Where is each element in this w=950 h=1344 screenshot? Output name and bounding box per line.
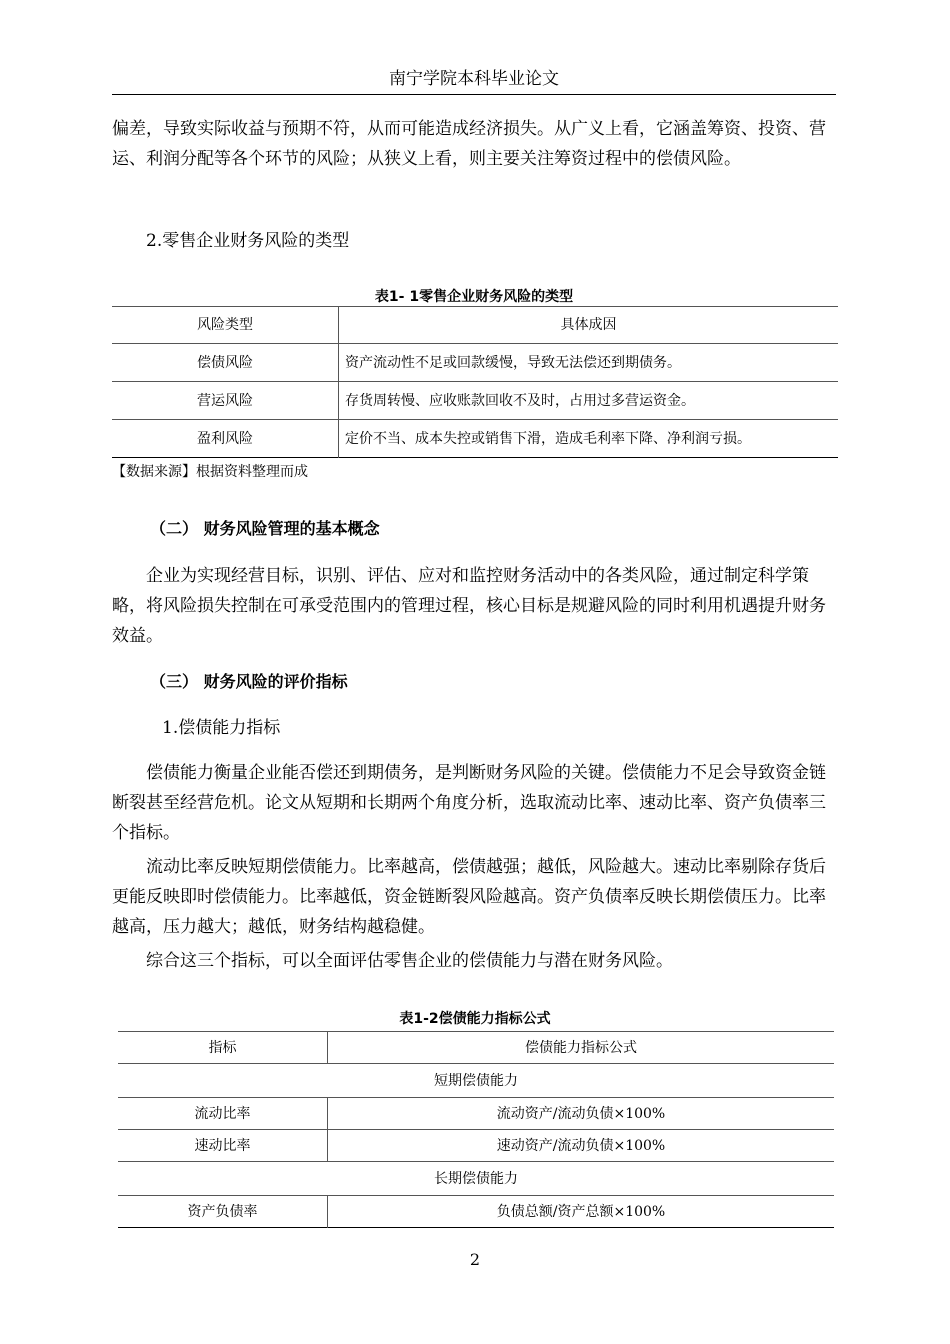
subhead-solvency: 1.偿债能力指标 — [162, 718, 281, 738]
table-row — [118, 1196, 834, 1228]
paragraph-solvency-intro: 偿债能力衡量企业能否偿还到期债务，是判断财务风险的关键。偿债能力不足会导致资金链断裂甚至经营危机。论文从短期和长期两个角度分析，选取流动比率、速动比率、资产负债率三个指标。 — [112, 763, 826, 843]
table-cell: 偿债风险 — [112, 344, 339, 382]
paragraph-risk-management: 企业为实现经营目标，识别、评估、应对和监控财务活动中的各类风险，通过制定科学策略，将风险损失控制在可承受范围内的管理过程，核心目标是规避风险的同时利用机遇提升财务效益。 — [112, 566, 826, 646]
table-cell: 速动比率 — [118, 1130, 328, 1162]
paragraph-risk-definition: 偏差，导致实际收益与预期不符，从而可能造成经济损失。从广义上看，它涵盖筹资、投资、营运、利润分配等各个环节的风险；从狭义上看，则主要关注筹资过程中的偿债风险。 — [112, 119, 826, 169]
group-label-short-term: 短期偿债能力 — [118, 1064, 834, 1098]
table1-source-note: 【数据来源】根据资料整理而成 — [112, 464, 308, 480]
solvency-formula-table — [118, 1031, 834, 1228]
table-cell: 资产流动性不足或回款缓慢，导致无法偿还到期债务。 — [339, 344, 839, 382]
table-cell: 盈利风险 — [112, 420, 339, 458]
table-row — [112, 420, 838, 458]
table-row — [112, 382, 838, 420]
page-number: 2 — [469, 1250, 481, 1269]
section-2-title: （二） 财务风险管理的基本概念 — [150, 519, 380, 538]
table-cell: 流动比率 — [118, 1098, 328, 1130]
table-header-row — [118, 1032, 834, 1064]
table-row — [118, 1098, 834, 1130]
header-title: 南宁学院本科毕业论文 — [389, 69, 559, 89]
table-cell: 存货周转慢、应收账款回收不及时，占用过多营运资金。 — [339, 382, 839, 420]
table-header-cell: 具体成因 — [339, 307, 839, 344]
table-header-cell: 指标 — [118, 1032, 328, 1064]
table-group-row — [118, 1162, 834, 1196]
paragraph-ratio-explanation: 流动比率反映短期偿债能力。比率越高，偿债越强；越低，风险越大。速动比率剔除存货后更能反映即时偿债能力。比率越低，资金链断裂风险越高。资产负债率反映长期偿债压力。比率越高，压力越大；越低，财务结构越稳健。 — [112, 857, 826, 937]
table-header-cell: 风险类型 — [112, 307, 339, 344]
group-label-long-term: 长期偿债能力 — [118, 1162, 834, 1196]
paragraph-summary: 综合这三个指标，可以全面评估零售企业的偿债能力与潜在财务风险。 — [146, 951, 673, 971]
section-3-title: （三） 财务风险的评价指标 — [150, 672, 348, 691]
table-cell: 负债总额/资产总额×100% — [328, 1196, 835, 1228]
page-header — [112, 68, 836, 95]
table-cell: 定价不当、成本失控或销售下滑，造成毛利率下降、净利润亏损。 — [339, 420, 839, 458]
table2-caption: 表1-2偿债能力指标公式 — [399, 1011, 551, 1027]
table-cell: 资产负债率 — [118, 1196, 328, 1228]
table-cell: 流动资产/流动负债×100% — [328, 1098, 835, 1130]
table-cell: 营运风险 — [112, 382, 339, 420]
table1-caption: 表1- 1零售企业财务风险的类型 — [374, 289, 574, 305]
table-row — [118, 1130, 834, 1162]
table-row — [112, 344, 838, 382]
table-header-cell: 偿债能力指标公式 — [328, 1032, 835, 1064]
table-header-row — [112, 307, 838, 344]
table-group-row — [118, 1064, 834, 1098]
table-cell: 速动资产/流动负债×100% — [328, 1130, 835, 1162]
subhead-risk-types: 2.零售企业财务风险的类型 — [146, 231, 350, 251]
risk-types-table — [112, 306, 838, 458]
